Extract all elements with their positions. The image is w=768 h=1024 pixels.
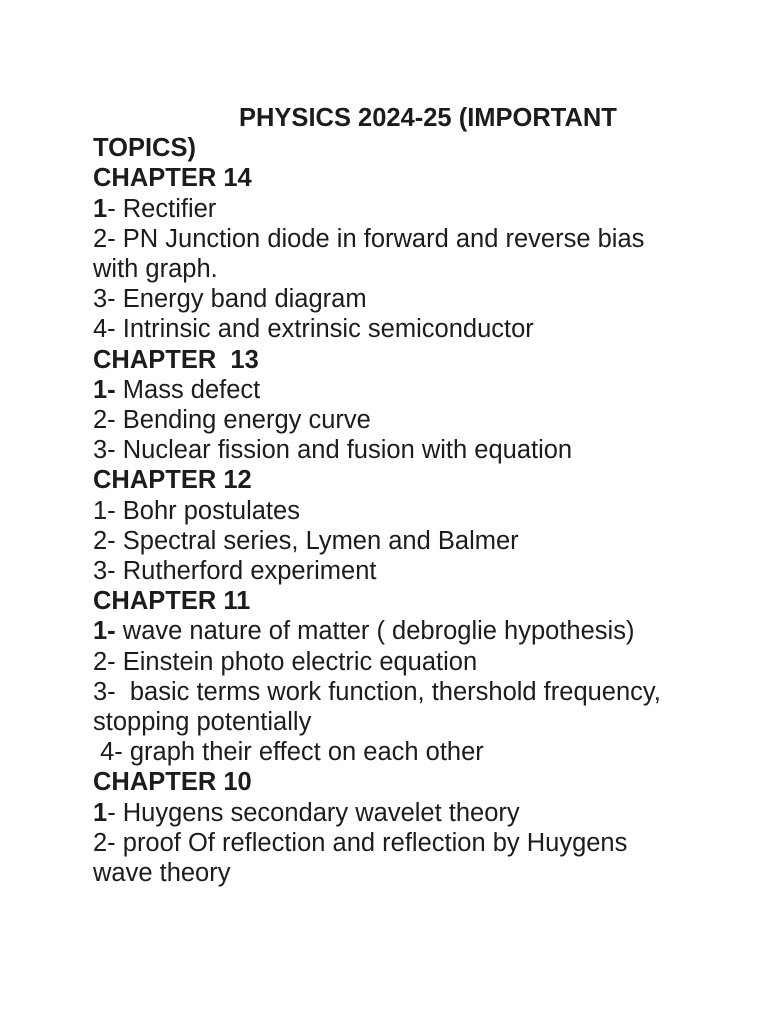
topic-text: 2- Bending energy curve: [93, 406, 371, 435]
chapter-11-section: [93, 586, 693, 767]
topic-number: 1-: [93, 375, 116, 404]
topic-text: 3- basic terms work function, thershold frequency, stopping potentially: [93, 677, 668, 737]
chapter-14-section: [93, 163, 693, 344]
topic-text: 3- Nuclear fission and fusion with equation: [93, 436, 573, 465]
topic-text: 2- Spectral series, Lymen and Balmer: [93, 526, 519, 555]
topic-text: - Huygens secondary wavelet theory: [107, 798, 520, 827]
topic-item: [93, 737, 693, 767]
document-title: PHYSICS 2024-25 (IMPORTANT TOPICS): [93, 104, 617, 163]
topic-item: [93, 828, 693, 888]
topic-number: 1: [93, 194, 108, 223]
chapter-13-section: [93, 345, 693, 466]
topic-text: wave nature of matter ( debroglie hypothesis): [115, 617, 635, 646]
topic-item: [93, 647, 693, 677]
topic-item: [93, 556, 693, 586]
topic-text: 3- Energy band diagram: [93, 285, 367, 314]
topic-item: [93, 405, 693, 435]
topic-item: [93, 677, 693, 737]
topic-text: 4- graph their effect on each other: [93, 738, 484, 767]
topic-text: - Rectifier: [107, 194, 217, 223]
topic-item: [93, 314, 693, 344]
topic-text: 3- Rutherford experiment: [93, 557, 377, 586]
chapter-12-section: [93, 465, 693, 586]
chapter-heading: CHAPTER 10: [93, 768, 252, 797]
topic-text: 2- proof Of reflection and reflection by Huygens wave theory: [93, 828, 635, 888]
topic-item: [93, 798, 693, 828]
topic-item: [93, 194, 693, 224]
topic-item: [93, 496, 693, 526]
topic-number: 1-: [93, 617, 116, 646]
topic-item: [93, 284, 693, 314]
topic-text: 2- PN Junction diode in forward and reverse bias with graph.: [93, 224, 652, 284]
topic-item: [93, 375, 693, 405]
topic-text: Mass defect: [115, 375, 261, 404]
topic-text: 2- Einstein photo electric equation: [93, 647, 478, 676]
topic-text: 4- Intrinsic and extrinsic semiconductor: [93, 315, 534, 344]
chapter-heading: CHAPTER 13: [93, 345, 259, 374]
topic-item: [93, 224, 693, 284]
chapter-heading: CHAPTER 11: [93, 587, 251, 616]
topic-number: 1: [93, 798, 108, 827]
chapter-heading: CHAPTER 12: [93, 466, 252, 495]
topic-text: 1- Bohr postulates: [93, 496, 300, 525]
chapter-10-section: [93, 767, 693, 888]
topic-item: [93, 526, 693, 556]
topic-item: [93, 616, 693, 646]
document-page: [93, 103, 693, 888]
topic-item: [93, 435, 693, 465]
chapter-heading: CHAPTER 14: [93, 164, 252, 193]
